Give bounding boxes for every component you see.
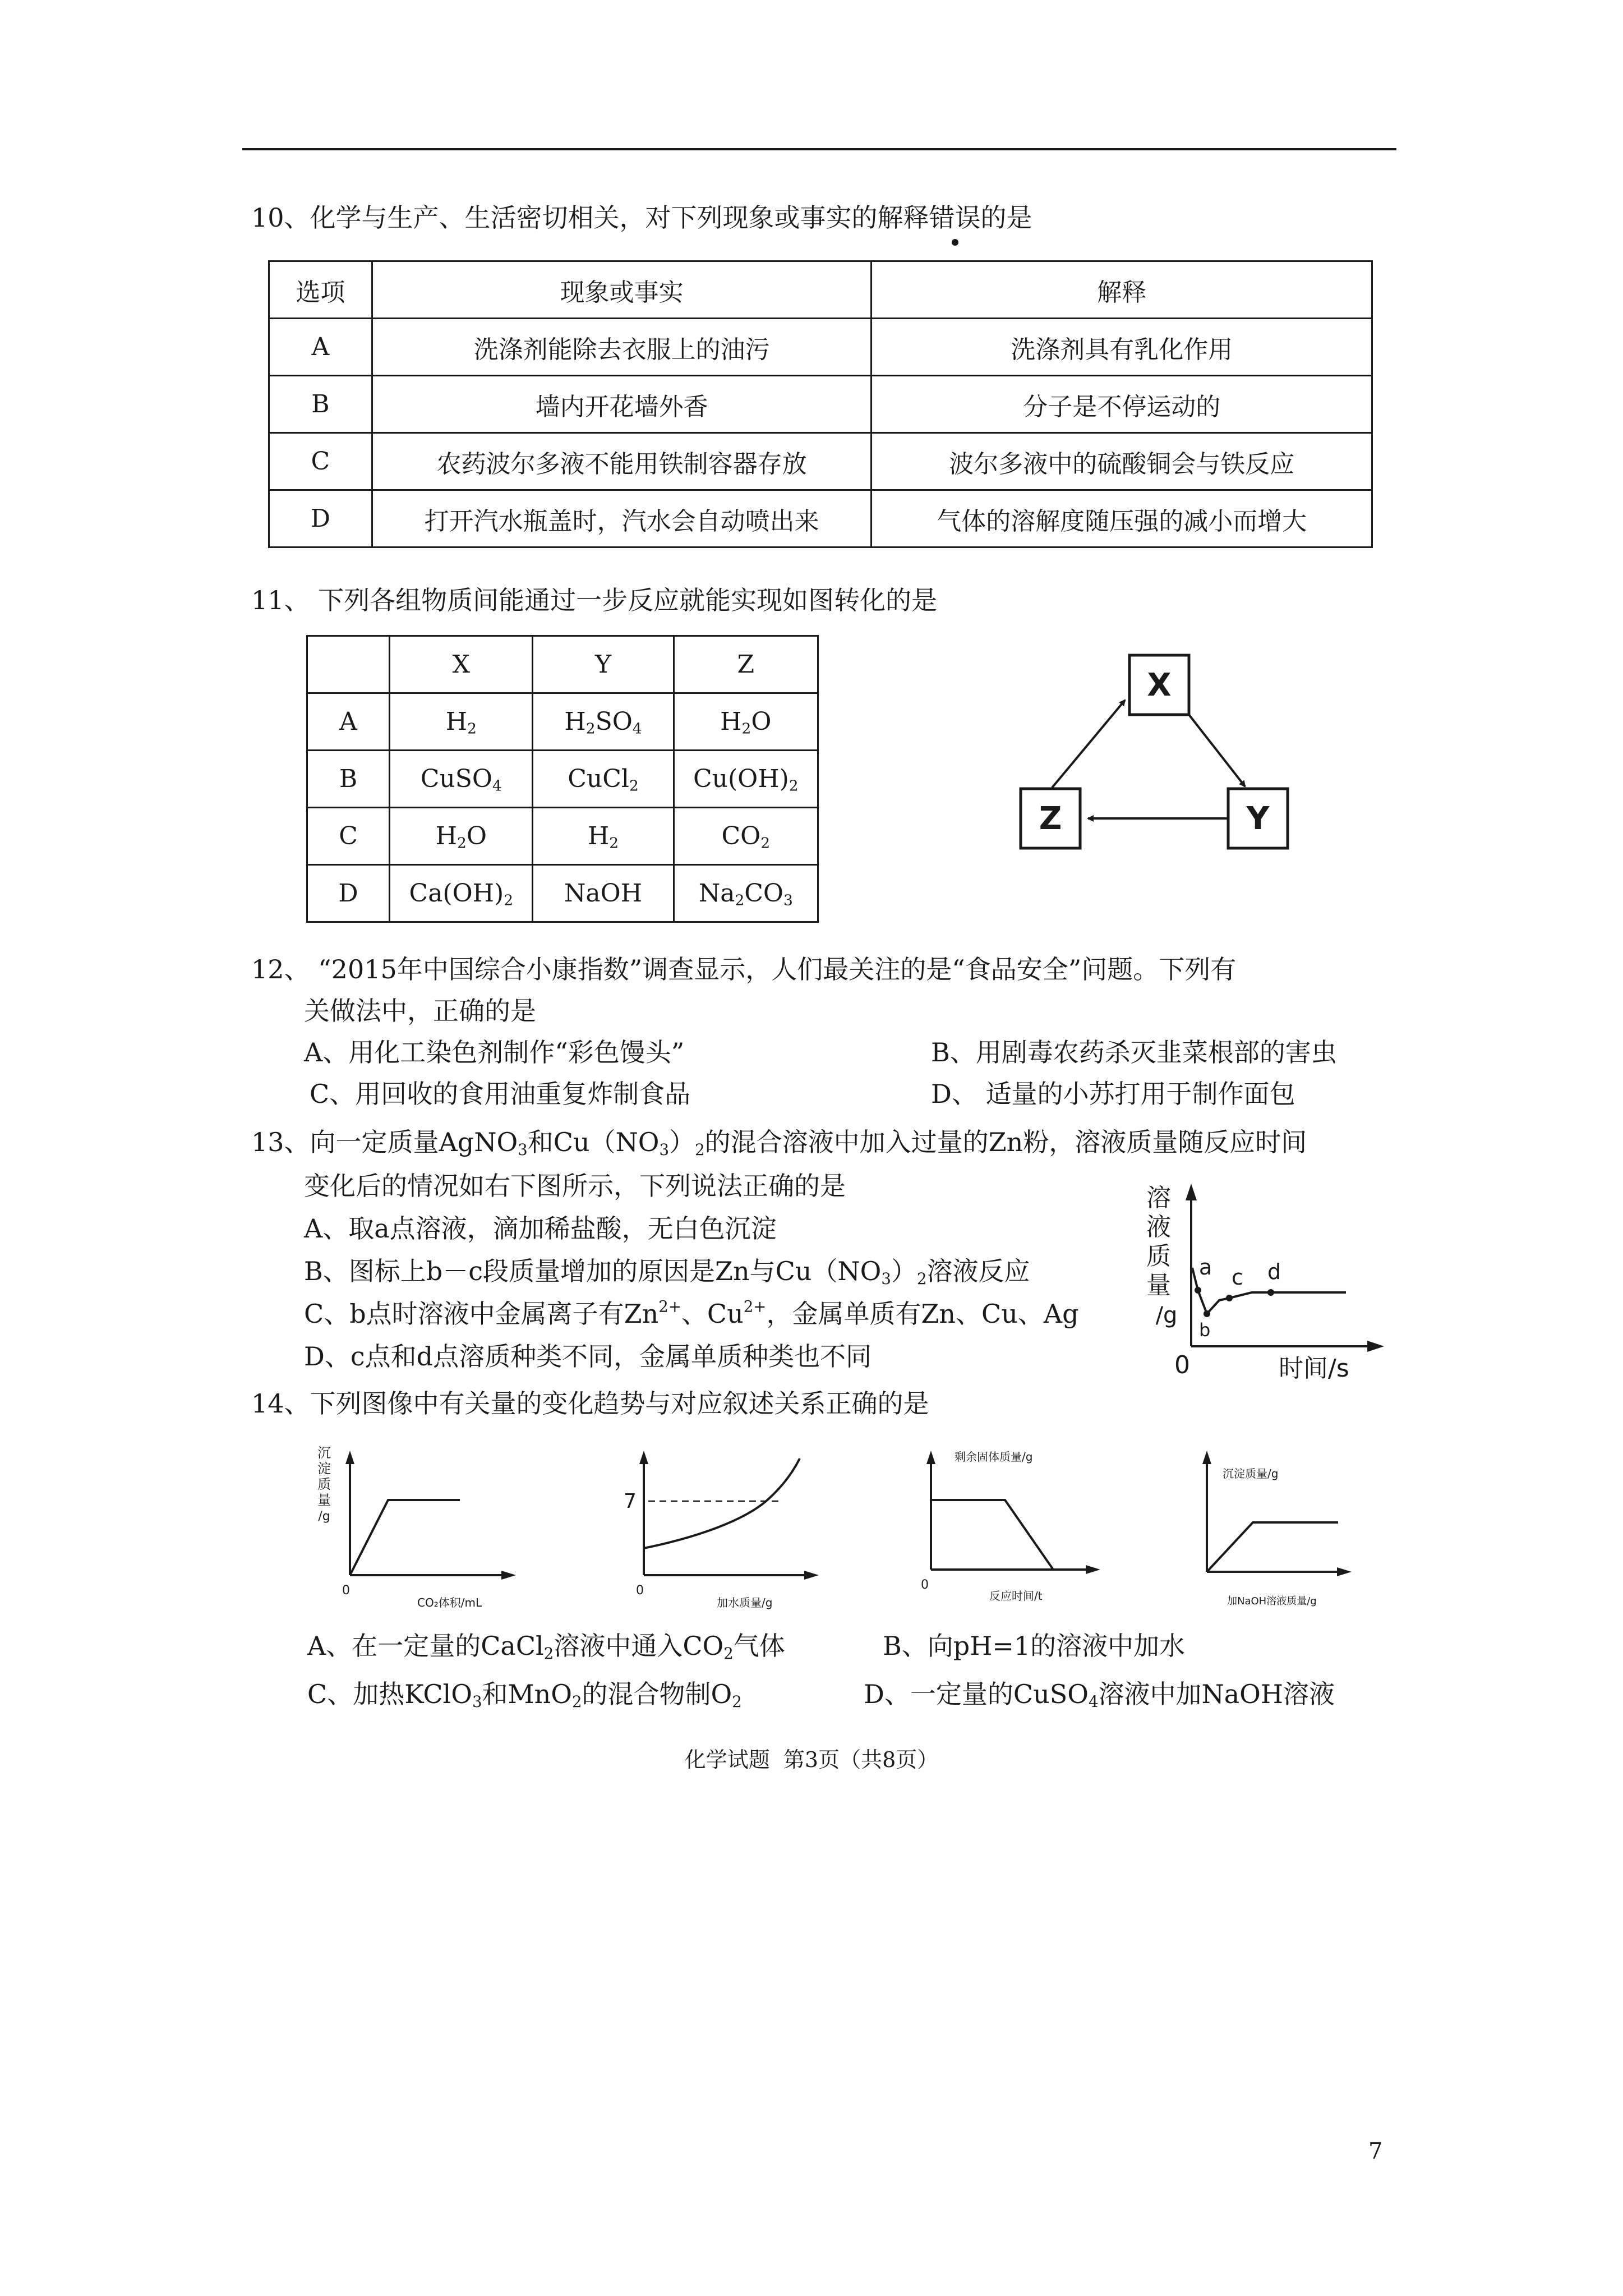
q12-option-b: B、用剧毒农药杀灭韭菜根部的害虫	[931, 1037, 1337, 1068]
arrow-z-to-x	[1052, 700, 1125, 788]
q10-header-option: 选项	[269, 261, 372, 319]
q11-table	[306, 635, 819, 923]
q13-x-axis-arrow	[1367, 1341, 1384, 1352]
graph-a-origin: 0	[342, 1584, 350, 1598]
q10-row-b	[269, 376, 1372, 433]
q13-point-d-label: d	[1267, 1259, 1281, 1284]
graph-b-curve	[644, 1458, 800, 1548]
q11-row-d	[307, 865, 818, 922]
q10-cell-option: A	[269, 319, 372, 376]
q11-cell-z: $Cu(OH)_2$	[674, 751, 818, 808]
q11-row-c	[307, 808, 818, 865]
q13-option-a: A、取a点溶液，滴加稀盐酸，无白色沉淀	[304, 1213, 777, 1244]
z-label: Z	[1039, 800, 1062, 837]
q11-cell-x: CuSO$_4$	[390, 751, 533, 808]
q13-option-d: D、c点和d点溶质种类不同，金属单质种类也不同	[304, 1341, 872, 1372]
q11-row-label: D	[307, 865, 390, 922]
q10-cell-explanation: 气体的溶解度随压强的减小而增大	[872, 490, 1372, 547]
graph-a-ylabel-2: 淀	[317, 1461, 331, 1476]
q10-cell-explanation: 波尔多液中的硫酸铜会与铁反应	[872, 433, 1372, 490]
q11-conversion-diagram	[1009, 645, 1324, 858]
q13-ylabel-3: 质	[1146, 1242, 1171, 1271]
graph-c-y-arrow	[926, 1451, 935, 1464]
q11-header-empty	[307, 636, 390, 693]
graph-c-xlabel: 反应时间/t	[989, 1589, 1043, 1603]
q11-cell-x: $Ca(OH)_2$	[390, 865, 533, 922]
graph-a-x-arrow	[501, 1571, 516, 1580]
q14-graph-c	[914, 1442, 1138, 1616]
graph-b-x-arrow	[804, 1571, 819, 1580]
graph-c-x-arrow	[1086, 1565, 1100, 1574]
q13-point-c-label: c	[1232, 1265, 1243, 1290]
graph-d-ylabel: 沉淀质量/g	[1223, 1467, 1279, 1480]
q13-point-c	[1226, 1295, 1233, 1301]
x-label: X	[1147, 667, 1172, 703]
graph-d-x-arrow	[1337, 1567, 1352, 1576]
graph-b-xlabel: 加水质量/g	[717, 1596, 773, 1609]
q13-xlabel: 时间/s	[1279, 1354, 1349, 1383]
page-number: 7	[1368, 2138, 1383, 2164]
q13-point-a-label: a	[1199, 1255, 1212, 1280]
graph-d-y-arrow	[1202, 1451, 1211, 1464]
q11-cell-y: $H_2SO_4$	[533, 693, 674, 751]
q10-cell-phenomenon: 墙内开花墙外香	[372, 376, 872, 433]
q11-cell-y: CuCl$_2$	[533, 751, 674, 808]
graph-b-y-arrow	[639, 1451, 648, 1464]
q14-option-c: C、加热KClO$_3$和MnO$_2$的混合物制$O_2$	[307, 1679, 742, 1711]
graph-b-ph7-label: 7	[624, 1490, 637, 1513]
q10-stem-post: 的是	[980, 203, 1032, 233]
q11-row-label: B	[307, 751, 390, 808]
page-footer: 化学试题 第3页（共8页）	[684, 1747, 939, 1772]
graph-b-origin: 0	[636, 1584, 644, 1598]
q12-option-a: A、用化工染色剂制作“彩色馒头”	[304, 1037, 685, 1068]
q11-header-row	[307, 636, 818, 693]
graph-c-origin: 0	[921, 1578, 929, 1592]
q13-y-axis-arrow	[1186, 1184, 1197, 1200]
q12-option-d: D、 适量的小苏打用于制作面包	[931, 1079, 1295, 1109]
q10-row-a	[269, 319, 1372, 376]
q11-cell-z: $Na_2CO_3$	[674, 865, 818, 922]
q10-cell-explanation: 分子是不停运动的	[872, 376, 1372, 433]
q14-graph-a	[307, 1442, 532, 1616]
q11-stem: 11、 下列各组物质间能通过一步反应就能实现如图转化的是	[251, 585, 938, 615]
q11-row-a	[307, 693, 818, 751]
graph-a-ylabel-5: /g	[318, 1510, 330, 1524]
q13-stem-line2: 变化后的情况如右下图所示，下列说法正确的是	[304, 1171, 846, 1201]
q13-point-b-label: b	[1199, 1319, 1211, 1341]
graph-a-xlabel: CO₂体积/mL	[417, 1596, 482, 1609]
q13-point-b	[1204, 1310, 1210, 1317]
q10-cell-phenomenon: 农药波尔多液不能用铁制容器存放	[372, 433, 872, 490]
q13-ylabel-4: 量	[1146, 1271, 1171, 1300]
q13-stem-line1: 13、向一定质量AgNO$_3$和$Cu(NO_3)_2$的混合溶液中加入过量的Zn粉，溶液质量随反应时间	[251, 1127, 1307, 1159]
q11-cell-z: $CO_2$	[674, 808, 818, 865]
q13-option-c: C、b点时溶液中金属离子有$Zn^{2+}$、$Cu^{2+}$，金属单质有Zn、Cu、Ag	[304, 1297, 1079, 1329]
q11-cell-x: $H_2$	[390, 693, 533, 751]
q10-stem	[251, 201, 1032, 234]
q12-option-c: C、用回收的食用油重复炸制食品	[310, 1079, 691, 1109]
q13-ylabel-1: 溶	[1146, 1184, 1171, 1212]
q12-stem-line1: 12、 “2015年中国综合小康指数”调查显示，人们最关注的是“食品安全”问题。下列有	[251, 954, 1237, 984]
q10-header-row	[269, 261, 1372, 319]
q10-cell-phenomenon: 打开汽水瓶盖时，汽水会自动喷出来	[372, 490, 872, 547]
q11-cell-z: $H_2O$	[674, 693, 818, 751]
graph-a-ylabel-1: 沉	[317, 1445, 331, 1461]
q11-row-label: A	[307, 693, 390, 751]
q10-row-d	[269, 490, 1372, 547]
q10-stem-pre: 10、化学与生产、生活密切相关，对下列现象或事实的解释	[251, 203, 929, 233]
q10-stem-em: 错误	[929, 201, 981, 234]
graph-c-ylabel: 剩余固体质量/g	[955, 1450, 1033, 1464]
q11-row-label: C	[307, 808, 390, 865]
q13-origin: 0	[1174, 1351, 1190, 1379]
q14-stem: 14、下列图像中有关量的变化趋势与对应叙述关系正确的是	[251, 1388, 929, 1419]
q14-graph-b	[615, 1442, 839, 1616]
q10-header-explanation: 解释	[872, 261, 1372, 319]
q13-option-b: B、图标上b－c段质量增加的原因是Zn与$Cu(NO_3)_2$溶液反应	[304, 1256, 1030, 1288]
graph-a-y-arrow	[345, 1451, 354, 1464]
q11-header-z: Z	[674, 636, 818, 693]
q11-cell-x: $H_2O$	[390, 808, 533, 865]
q10-table	[268, 260, 1373, 548]
q10-row-c	[269, 433, 1372, 490]
q10-cell-option: C	[269, 433, 372, 490]
q13-ylabel-5: /g	[1155, 1303, 1178, 1328]
q11-cell-y: NaOH	[533, 865, 674, 922]
graph-a-curve	[350, 1500, 460, 1575]
q10-cell-explanation: 洗涤剂具有乳化作用	[872, 319, 1372, 376]
q11-header-x: X	[390, 636, 533, 693]
q13-chart	[1133, 1178, 1391, 1391]
graph-d-xlabel: 加NaOH溶液质量/g	[1227, 1595, 1317, 1607]
q14-option-d: D、一定量的CuSO$_4$溶液中加NaOH溶液	[864, 1679, 1335, 1711]
arrow-x-to-y	[1189, 715, 1245, 786]
y-label: Y	[1246, 800, 1270, 837]
graph-c-curve	[931, 1500, 1053, 1570]
header-rule	[242, 148, 1396, 150]
q13-point-d	[1267, 1289, 1274, 1296]
q11-row-b	[307, 751, 818, 808]
q13-ylabel-2: 液	[1146, 1213, 1171, 1241]
q14-option-b: B、向pH=1的溶液中加水	[883, 1631, 1186, 1661]
graph-d-curve	[1207, 1522, 1338, 1572]
q11-header-y: Y	[533, 636, 674, 693]
q10-cell-option: B	[269, 376, 372, 433]
q14-option-a: A、在一定量的CaCl$_2$溶液中通入$CO_2$气体	[307, 1631, 785, 1663]
q13-point-a	[1195, 1287, 1201, 1294]
q10-cell-option: D	[269, 490, 372, 547]
q12-stem-line2: 关做法中，正确的是	[304, 996, 536, 1026]
q11-cell-y: $H_2$	[533, 808, 674, 865]
q14-graph-d	[1191, 1442, 1415, 1616]
q10-cell-phenomenon: 洗涤剂能除去衣服上的油污	[372, 319, 872, 376]
q10-header-phenomenon: 现象或事实	[372, 261, 872, 319]
graph-a-ylabel-4: 量	[317, 1492, 331, 1508]
graph-a-ylabel-3: 质	[317, 1476, 331, 1492]
